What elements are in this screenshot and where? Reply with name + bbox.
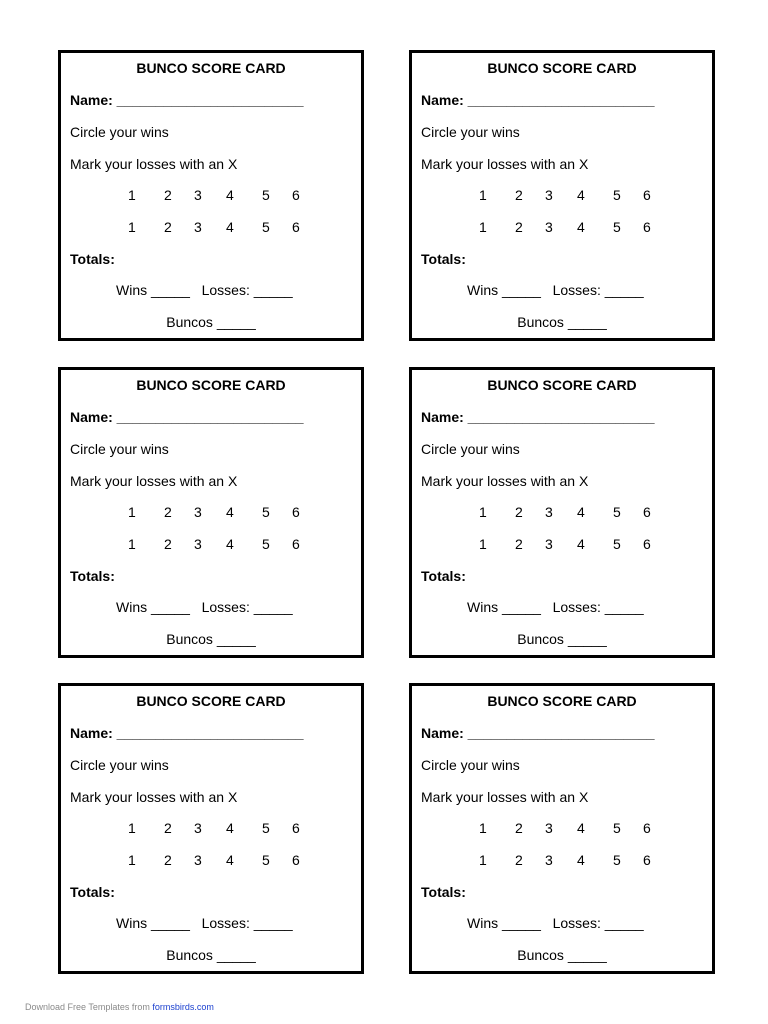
round-numbers-row bbox=[412, 820, 712, 837]
totals-label: Totals: bbox=[70, 884, 115, 900]
round-number: 3 bbox=[545, 852, 553, 868]
footer-site-link[interactable]: formsbirds.com bbox=[152, 1002, 214, 1012]
mark-losses-instruction: Mark your losses with an X bbox=[70, 156, 238, 172]
round-number: 4 bbox=[577, 504, 585, 520]
round-number: 6 bbox=[643, 820, 651, 836]
round-number: 3 bbox=[545, 820, 553, 836]
round-number: 4 bbox=[577, 820, 585, 836]
wins-losses-line: Wins _____ Losses: _____ bbox=[467, 599, 644, 615]
round-number: 1 bbox=[479, 219, 487, 235]
round-number: 6 bbox=[292, 820, 300, 836]
footer-credit bbox=[25, 1002, 214, 1012]
round-number: 1 bbox=[128, 504, 136, 520]
circle-wins-instruction: Circle your wins bbox=[70, 124, 169, 140]
round-number: 2 bbox=[515, 852, 523, 868]
card-title: BUNCO SCORE CARD bbox=[487, 693, 637, 709]
wins-losses-line: Wins _____ Losses: _____ bbox=[116, 282, 293, 298]
round-number: 1 bbox=[479, 504, 487, 520]
totals-label: Totals: bbox=[421, 251, 466, 267]
card-title: BUNCO SCORE CARD bbox=[487, 60, 637, 76]
round-number: 2 bbox=[164, 852, 172, 868]
buncos-line: Buncos _____ bbox=[166, 631, 256, 647]
buncos-line: Buncos _____ bbox=[517, 631, 607, 647]
round-number: 2 bbox=[515, 219, 523, 235]
card-title: BUNCO SCORE CARD bbox=[136, 60, 286, 76]
round-number: 1 bbox=[128, 219, 136, 235]
score-card bbox=[58, 367, 364, 658]
round-number: 4 bbox=[226, 820, 234, 836]
name-field: Name: ________________________ bbox=[70, 409, 304, 425]
footer-prefix: Download Free Templates from bbox=[25, 1002, 153, 1012]
round-number: 6 bbox=[292, 852, 300, 868]
round-number: 6 bbox=[292, 504, 300, 520]
name-field: Name: ________________________ bbox=[421, 409, 655, 425]
round-number: 6 bbox=[643, 504, 651, 520]
round-number: 3 bbox=[545, 187, 553, 203]
round-number: 5 bbox=[262, 852, 270, 868]
round-number: 3 bbox=[194, 852, 202, 868]
circle-wins-instruction: Circle your wins bbox=[70, 757, 169, 773]
round-number: 4 bbox=[577, 852, 585, 868]
round-number: 5 bbox=[262, 187, 270, 203]
round-number: 2 bbox=[164, 536, 172, 552]
round-number: 3 bbox=[194, 219, 202, 235]
round-numbers-row bbox=[61, 820, 361, 837]
totals-label: Totals: bbox=[70, 568, 115, 584]
round-numbers-row bbox=[61, 219, 361, 236]
mark-losses-instruction: Mark your losses with an X bbox=[421, 473, 589, 489]
buncos-line: Buncos _____ bbox=[517, 314, 607, 330]
round-numbers-row bbox=[61, 504, 361, 521]
totals-label: Totals: bbox=[421, 568, 466, 584]
round-number: 4 bbox=[577, 187, 585, 203]
name-field: Name: ________________________ bbox=[70, 725, 304, 741]
round-numbers-row bbox=[61, 852, 361, 869]
round-number: 2 bbox=[515, 820, 523, 836]
wins-losses-line: Wins _____ Losses: _____ bbox=[467, 915, 644, 931]
round-number: 4 bbox=[226, 852, 234, 868]
round-numbers-row bbox=[412, 504, 712, 521]
round-number: 5 bbox=[613, 504, 621, 520]
round-number: 3 bbox=[194, 187, 202, 203]
round-number: 2 bbox=[515, 536, 523, 552]
round-number: 3 bbox=[545, 536, 553, 552]
round-number: 2 bbox=[515, 187, 523, 203]
round-number: 5 bbox=[613, 219, 621, 235]
round-number: 2 bbox=[515, 504, 523, 520]
round-number: 1 bbox=[479, 852, 487, 868]
totals-label: Totals: bbox=[70, 251, 115, 267]
round-number: 3 bbox=[194, 504, 202, 520]
round-number: 4 bbox=[226, 504, 234, 520]
round-number: 5 bbox=[262, 536, 270, 552]
name-field: Name: ________________________ bbox=[70, 92, 304, 108]
round-number: 5 bbox=[262, 820, 270, 836]
round-numbers-row bbox=[412, 187, 712, 204]
name-field: Name: ________________________ bbox=[421, 92, 655, 108]
round-number: 2 bbox=[164, 504, 172, 520]
buncos-line: Buncos _____ bbox=[166, 314, 256, 330]
round-number: 1 bbox=[128, 536, 136, 552]
round-number: 6 bbox=[643, 219, 651, 235]
round-number: 1 bbox=[479, 536, 487, 552]
circle-wins-instruction: Circle your wins bbox=[70, 441, 169, 457]
round-number: 3 bbox=[545, 504, 553, 520]
mark-losses-instruction: Mark your losses with an X bbox=[70, 473, 238, 489]
wins-losses-line: Wins _____ Losses: _____ bbox=[116, 599, 293, 615]
round-number: 3 bbox=[194, 820, 202, 836]
round-number: 2 bbox=[164, 820, 172, 836]
round-number: 1 bbox=[479, 187, 487, 203]
round-number: 6 bbox=[292, 187, 300, 203]
round-numbers-row bbox=[412, 536, 712, 553]
card-title: BUNCO SCORE CARD bbox=[136, 693, 286, 709]
wins-losses-line: Wins _____ Losses: _____ bbox=[467, 282, 644, 298]
round-number: 6 bbox=[292, 219, 300, 235]
buncos-line: Buncos _____ bbox=[517, 947, 607, 963]
round-number: 1 bbox=[128, 852, 136, 868]
circle-wins-instruction: Circle your wins bbox=[421, 124, 520, 140]
round-number: 6 bbox=[643, 187, 651, 203]
round-number: 1 bbox=[128, 187, 136, 203]
round-number: 2 bbox=[164, 187, 172, 203]
score-card bbox=[409, 50, 715, 341]
round-number: 4 bbox=[226, 187, 234, 203]
totals-label: Totals: bbox=[421, 884, 466, 900]
buncos-line: Buncos _____ bbox=[166, 947, 256, 963]
round-number: 4 bbox=[226, 536, 234, 552]
round-numbers-row bbox=[412, 219, 712, 236]
round-number: 5 bbox=[613, 536, 621, 552]
mark-losses-instruction: Mark your losses with an X bbox=[421, 789, 589, 805]
round-number: 5 bbox=[613, 187, 621, 203]
round-number: 5 bbox=[262, 219, 270, 235]
wins-losses-line: Wins _____ Losses: _____ bbox=[116, 915, 293, 931]
round-number: 4 bbox=[577, 219, 585, 235]
round-number: 5 bbox=[613, 820, 621, 836]
round-number: 2 bbox=[164, 219, 172, 235]
card-title: BUNCO SCORE CARD bbox=[136, 377, 286, 393]
round-number: 1 bbox=[128, 820, 136, 836]
score-card bbox=[58, 50, 364, 341]
mark-losses-instruction: Mark your losses with an X bbox=[421, 156, 589, 172]
round-number: 5 bbox=[262, 504, 270, 520]
score-card bbox=[409, 683, 715, 974]
round-number: 4 bbox=[226, 219, 234, 235]
score-card bbox=[58, 683, 364, 974]
card-title: BUNCO SCORE CARD bbox=[487, 377, 637, 393]
round-number: 6 bbox=[643, 536, 651, 552]
circle-wins-instruction: Circle your wins bbox=[421, 441, 520, 457]
round-number: 6 bbox=[643, 852, 651, 868]
mark-losses-instruction: Mark your losses with an X bbox=[70, 789, 238, 805]
round-numbers-row bbox=[61, 536, 361, 553]
round-number: 1 bbox=[479, 820, 487, 836]
round-number: 3 bbox=[194, 536, 202, 552]
round-numbers-row bbox=[412, 852, 712, 869]
round-numbers-row bbox=[61, 187, 361, 204]
round-number: 3 bbox=[545, 219, 553, 235]
name-field: Name: ________________________ bbox=[421, 725, 655, 741]
score-card bbox=[409, 367, 715, 658]
circle-wins-instruction: Circle your wins bbox=[421, 757, 520, 773]
round-number: 6 bbox=[292, 536, 300, 552]
round-number: 5 bbox=[613, 852, 621, 868]
round-number: 4 bbox=[577, 536, 585, 552]
